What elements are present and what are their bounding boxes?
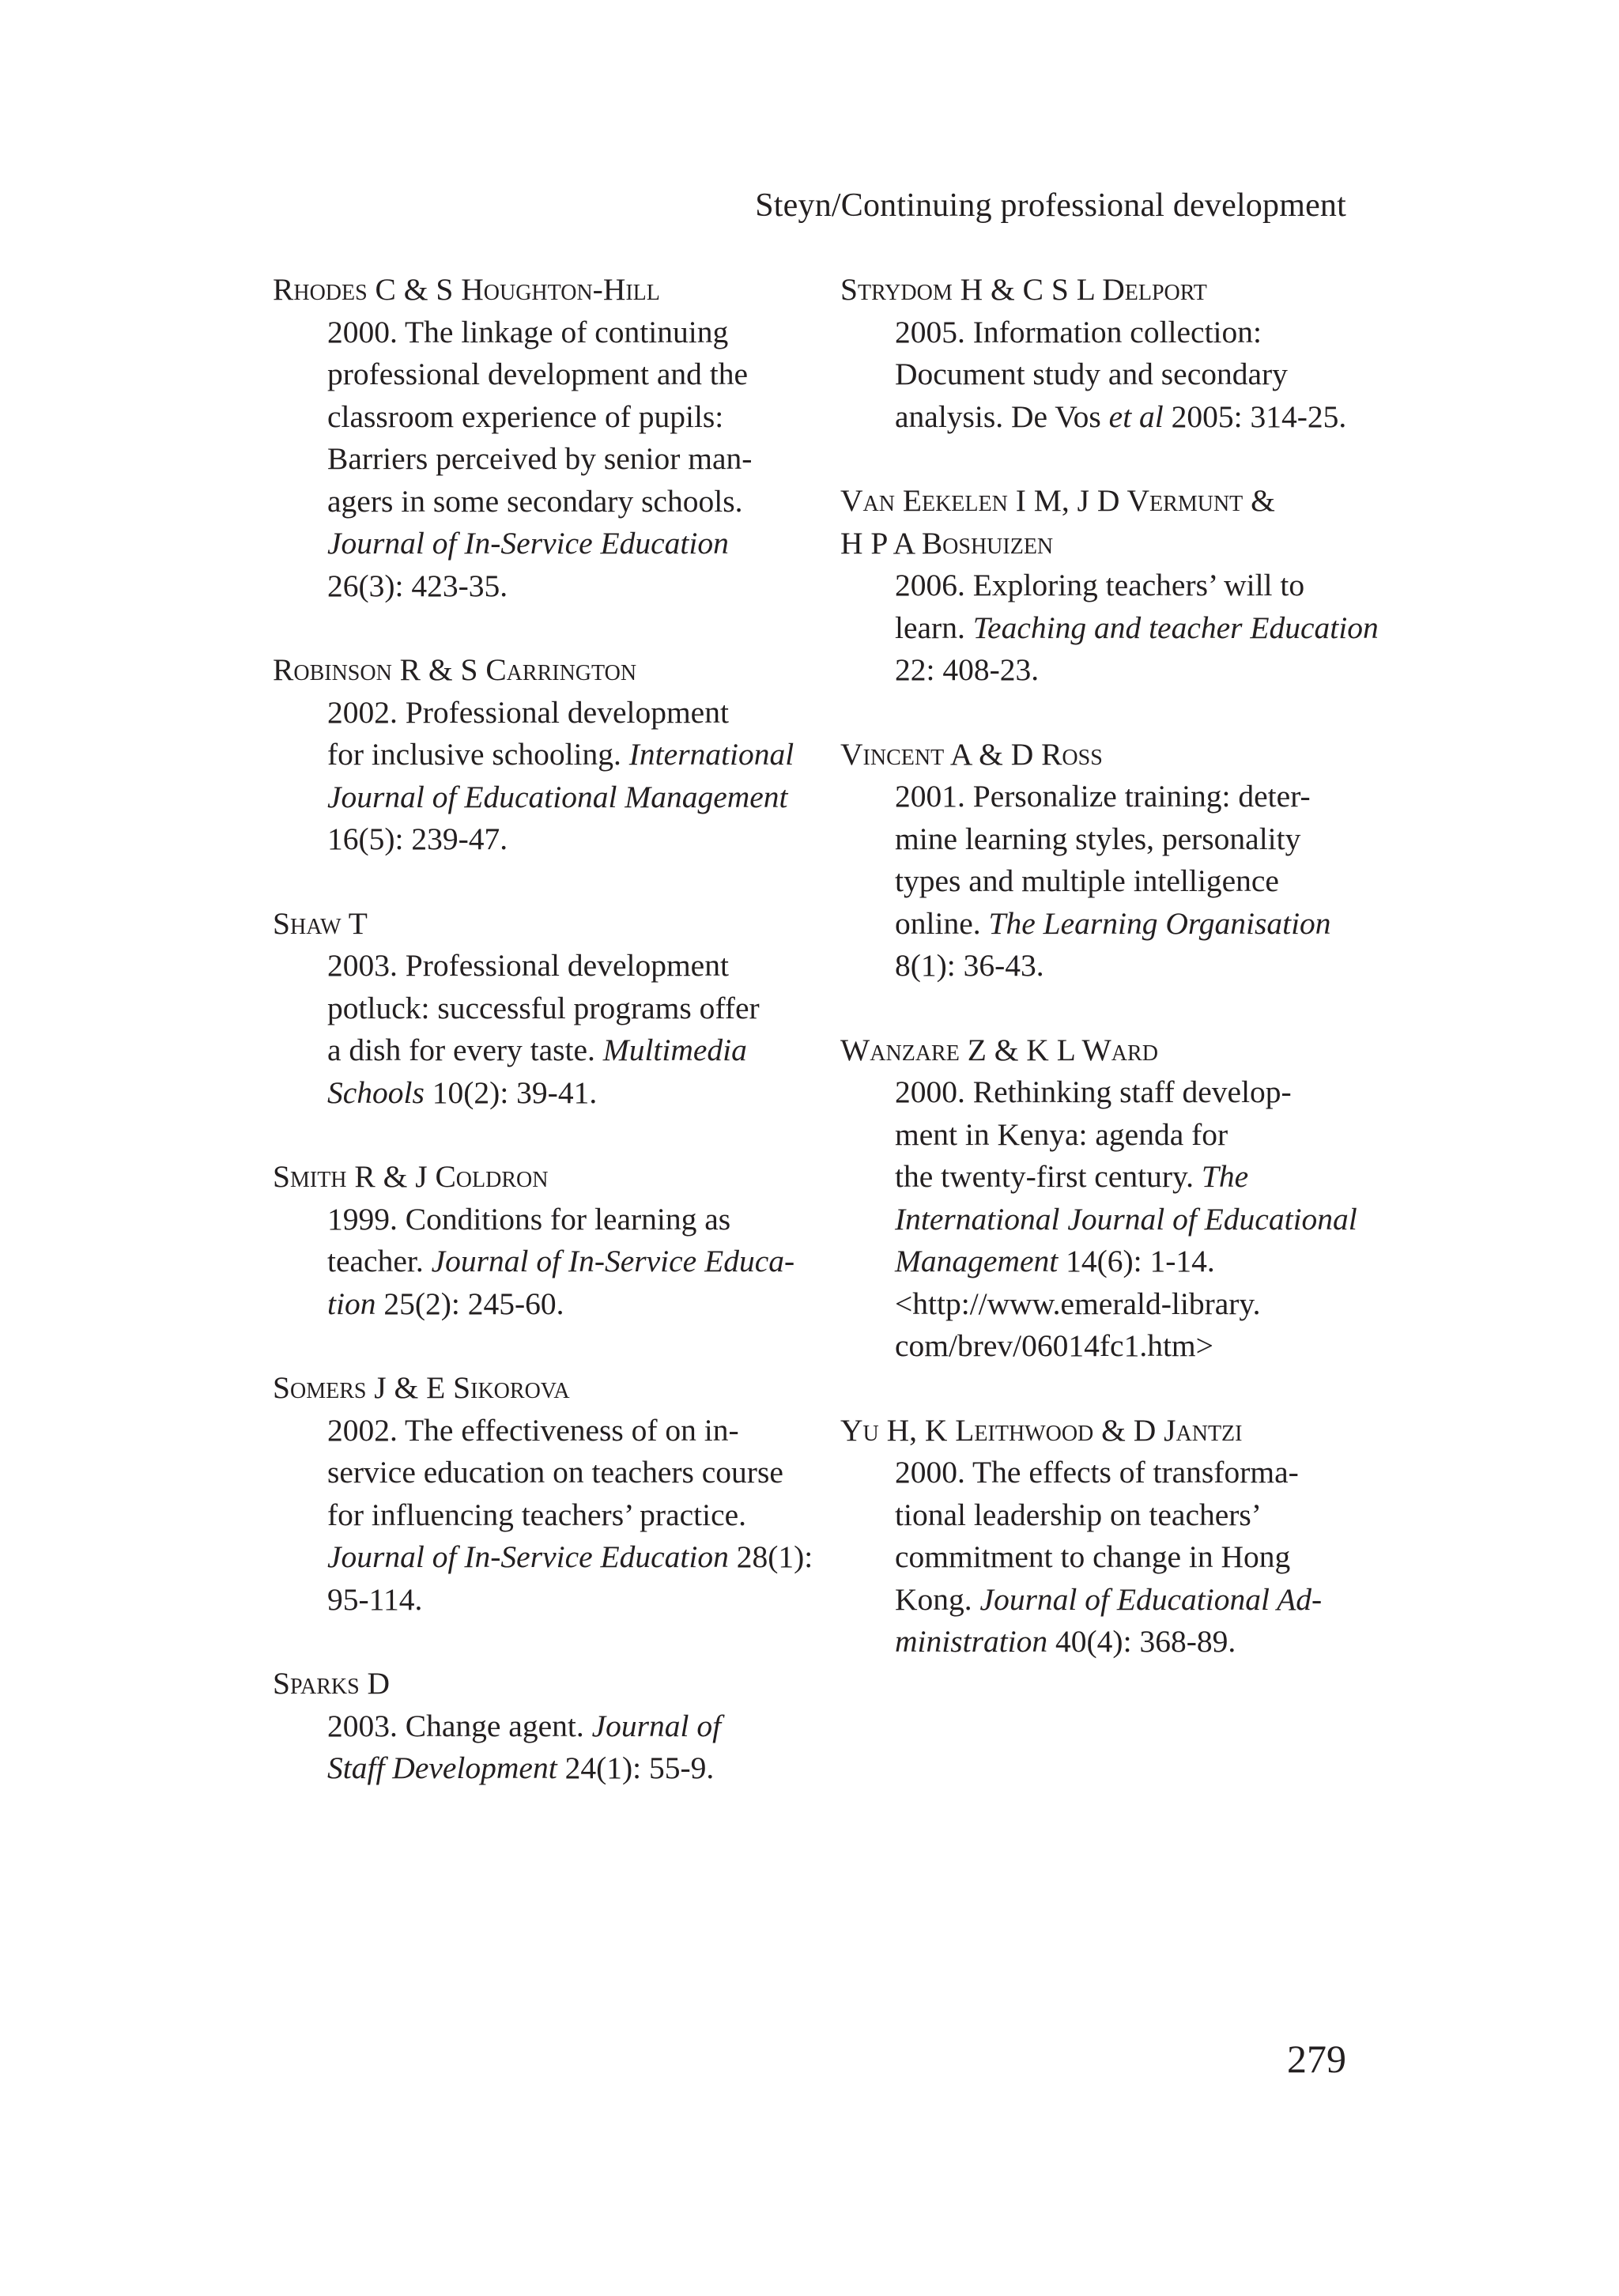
reference-entry — [273, 903, 794, 1115]
reference-details — [895, 776, 1362, 988]
reference-details — [327, 692, 794, 861]
reference-line — [895, 1325, 1362, 1368]
reference-text: teacher. — [327, 1244, 432, 1278]
reference-line — [895, 818, 1362, 861]
reference-author: Wanzare Z & K L Ward — [840, 1032, 1158, 1067]
reference-source-title: The — [1201, 1159, 1249, 1194]
reference-text: 2005: 314-25. — [1163, 398, 1347, 434]
reference-source-title: Management — [895, 1244, 1059, 1278]
reference-text: Barriers perceived by senior man- — [327, 441, 753, 476]
reference-line — [327, 565, 794, 608]
reference-details — [327, 1199, 794, 1326]
reference-text: for inclusive schooling. — [327, 737, 629, 772]
reference-line — [327, 1072, 794, 1115]
reference-text: for influencing teachers’ practice. — [327, 1497, 747, 1532]
reference-text: learn. — [895, 610, 973, 645]
reference-text: Document study and secondary — [895, 357, 1288, 391]
reference-line — [895, 396, 1362, 439]
reference-source-title: International Journal of Educational — [895, 1201, 1357, 1237]
reference-text: professional development and the — [327, 357, 748, 391]
reference-details — [895, 312, 1362, 439]
reference-text: 2002. The effectiveness of on in- — [327, 1412, 739, 1448]
reference-author: Yu H, K Leithwood & D Jantzi — [840, 1412, 1243, 1448]
running-head: Steyn/Continuing professional development — [755, 187, 1346, 224]
reference-text: <http://www.emerald-library. — [895, 1286, 1261, 1321]
reference-source-title: Journal of Educational Management — [327, 779, 788, 814]
reference-line — [327, 776, 794, 819]
reference-line — [895, 565, 1362, 607]
reference-line — [895, 1156, 1362, 1199]
reference-line — [895, 903, 1362, 946]
reference-line — [327, 1029, 794, 1072]
reference-author: Robinson R & S Carrington — [273, 652, 637, 687]
reference-author: Somers J & E Sikorova — [273, 1370, 570, 1405]
reference-line — [895, 1494, 1362, 1537]
reference-line — [327, 734, 794, 776]
reference-source-title: Teaching and teacher Education — [972, 610, 1379, 645]
reference-line — [895, 1199, 1362, 1241]
reference-author: Sparks D — [273, 1666, 391, 1701]
reference-source-title: Schools — [327, 1074, 425, 1110]
reference-column-left — [273, 269, 813, 1832]
reference-text: com/brev/06014fc1.htm> — [895, 1328, 1213, 1363]
reference-line — [327, 353, 794, 396]
reference-line — [895, 353, 1362, 396]
reference-source-title: Staff Development — [327, 1750, 557, 1785]
reference-author-continued: H P A Boshuizen — [840, 525, 1054, 561]
reference-text: 2001. Personalize training: deter- — [895, 779, 1311, 814]
reference-entry — [273, 1156, 794, 1325]
reference-line — [327, 523, 794, 565]
reference-line — [895, 860, 1362, 903]
reference-details — [327, 1410, 813, 1622]
reference-source-title: International — [628, 737, 794, 772]
reference-text: online. — [895, 905, 989, 941]
reference-line — [327, 1494, 794, 1537]
reference-text: 2000. The effects of transforma- — [895, 1455, 1299, 1490]
reference-details — [327, 312, 794, 608]
reference-text: 2006. Exploring teachers’ will to — [895, 568, 1305, 602]
reference-source-title: Journal of — [591, 1708, 722, 1743]
reference-details — [327, 945, 794, 1114]
reference-entry — [273, 1663, 794, 1790]
reference-entry — [273, 269, 794, 607]
reference-text: 24(1): 55-9. — [557, 1750, 715, 1785]
reference-line — [327, 1452, 794, 1494]
reference-entry — [840, 1029, 1362, 1368]
reference-details — [327, 1705, 794, 1790]
reference-line — [327, 481, 794, 523]
reference-line — [327, 1410, 794, 1452]
page-number: 279 — [1287, 2037, 1346, 2081]
reference-author: Rhodes C & S Houghton-Hill — [273, 272, 660, 307]
reference-text: 40(4): 368-89. — [1047, 1624, 1236, 1659]
reference-text: 28(1): — [728, 1539, 813, 1574]
reference-text: service education on teachers course — [327, 1455, 783, 1490]
reference-author: Strydom H & C S L Delport — [840, 272, 1207, 307]
reference-source-title: ministration — [895, 1624, 1048, 1659]
reference-line — [895, 607, 1379, 650]
reference-line — [327, 1283, 794, 1326]
reference-line — [895, 1241, 1362, 1283]
reference-source-title: tion — [327, 1286, 376, 1321]
reference-text: commitment to change in Hong — [895, 1539, 1291, 1574]
reference-line — [895, 1114, 1362, 1157]
reference-line — [327, 945, 794, 988]
reference-text: 2003. Change agent. — [327, 1708, 592, 1743]
reference-text: 22: 408-23. — [895, 652, 1040, 687]
reference-line — [327, 1747, 794, 1790]
reference-line — [327, 988, 794, 1030]
reference-line — [327, 1705, 794, 1748]
reference-source-title: et al — [1108, 398, 1164, 434]
reference-line — [895, 649, 1362, 692]
reference-source-title: Journal of Educational Ad- — [979, 1581, 1323, 1617]
reference-text: 2005. Information collection: — [895, 314, 1262, 349]
reference-line — [327, 438, 794, 481]
reference-text: 2002. Professional development — [327, 694, 729, 730]
reference-text: 2000. The linkage of continuing — [327, 314, 729, 349]
reference-source-title: Journal of In-Service Education — [327, 526, 729, 561]
reference-details — [895, 1452, 1362, 1663]
reference-source-title: Multimedia — [602, 1033, 747, 1067]
reference-line — [327, 692, 794, 734]
reference-text: tional leadership on teachers’ — [895, 1497, 1262, 1532]
reference-line — [327, 1241, 794, 1283]
reference-text: 14(6): 1-14. — [1058, 1244, 1215, 1278]
reference-line — [327, 312, 794, 354]
reference-text: types and multiple intelligence — [895, 863, 1279, 898]
reference-text: classroom experience of pupils: — [327, 398, 724, 434]
reference-text: 1999. Conditions for learning as — [327, 1201, 731, 1237]
reference-text: ment in Kenya: agenda for — [895, 1116, 1228, 1152]
reference-line — [327, 1579, 794, 1622]
reference-text: mine learning styles, personality — [895, 821, 1301, 856]
reference-text: 95-114. — [327, 1581, 423, 1617]
reference-details — [895, 565, 1379, 692]
reference-text: 2003. Professional development — [327, 948, 729, 983]
reference-line — [895, 776, 1362, 818]
reference-text: a dish for every taste. — [327, 1033, 603, 1067]
reference-source-title: The Learning Organisation — [988, 905, 1331, 941]
reference-line — [895, 1283, 1362, 1326]
reference-text: 2000. Rethinking staff develop- — [895, 1074, 1292, 1109]
reference-text: 25(2): 245-60. — [376, 1286, 564, 1321]
reference-line — [895, 312, 1362, 354]
reference-text: potluck: successful programs offer — [327, 990, 760, 1025]
reference-text: 8(1): 36-43. — [895, 948, 1044, 983]
reference-line — [327, 818, 794, 861]
reference-entry — [273, 1367, 813, 1621]
reference-line — [327, 1199, 794, 1241]
reference-details — [895, 1071, 1362, 1368]
reference-text: agers in some secondary schools. — [327, 483, 743, 519]
reference-column-right — [840, 269, 1379, 1705]
reference-text: 26(3): 423-35. — [327, 568, 508, 603]
reference-text: 10(2): 39-41. — [424, 1074, 598, 1110]
reference-author: Shaw T — [273, 905, 368, 941]
reference-line — [327, 1536, 813, 1579]
reference-text: 16(5): 239-47. — [327, 821, 508, 856]
reference-text: Kong. — [895, 1581, 980, 1617]
reference-line — [895, 1452, 1362, 1494]
reference-line — [895, 1579, 1362, 1622]
reference-line — [895, 1071, 1362, 1114]
reference-line — [327, 396, 794, 439]
reference-line — [895, 1621, 1362, 1663]
reference-author: Van Eekelen I M, J D Vermunt & — [840, 483, 1275, 518]
reference-author: Smith R & J Coldron — [273, 1159, 549, 1194]
reference-text: analysis. De Vos — [895, 398, 1109, 434]
reference-entry — [273, 649, 794, 861]
reference-source-title: Journal of In-Service Educa- — [431, 1244, 795, 1278]
reference-entry — [840, 480, 1379, 692]
reference-entry — [840, 269, 1362, 438]
reference-text: the twenty-first century. — [895, 1159, 1202, 1194]
reference-author: Vincent A & D Ross — [840, 736, 1103, 772]
reference-line — [895, 945, 1362, 988]
reference-line — [895, 1536, 1362, 1579]
reference-source-title: Journal of In-Service Education — [327, 1539, 729, 1574]
reference-entry — [840, 734, 1362, 988]
reference-entry — [840, 1410, 1362, 1663]
